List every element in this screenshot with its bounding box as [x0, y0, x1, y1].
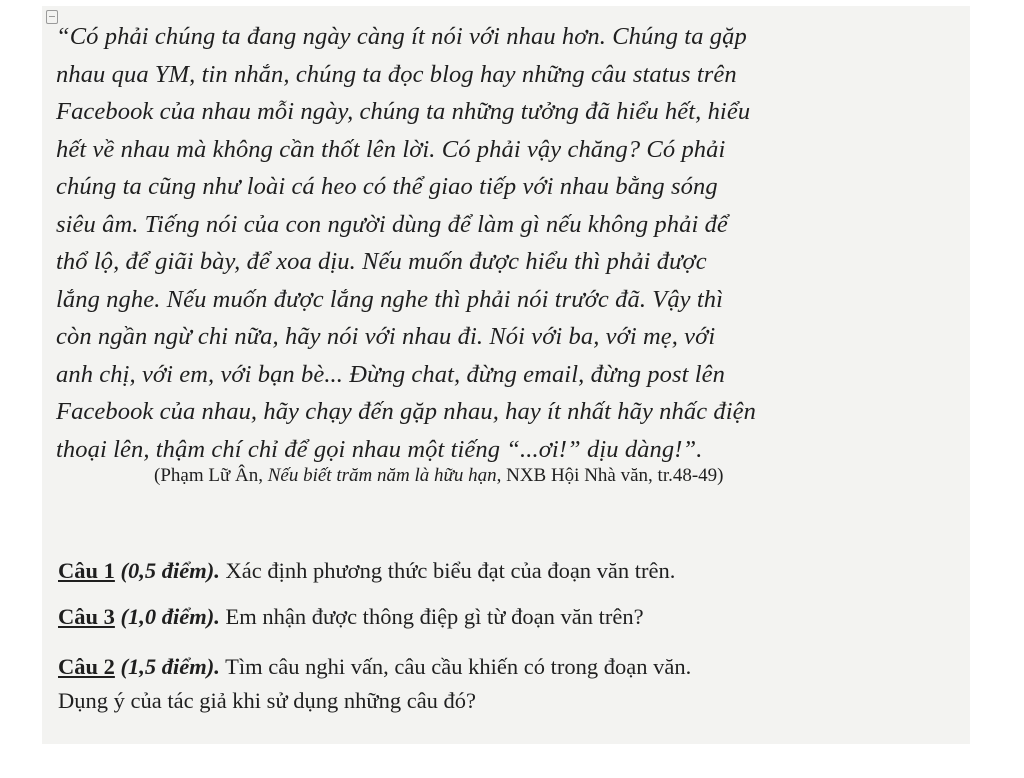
- passage-line: Facebook của nhau mỗi ngày, chúng ta những tưởng đã hiểu hết, hiểu: [56, 98, 751, 125]
- question-2-continued: Dụng ý của tác giả khi sử dụng những câu đó?: [58, 688, 477, 713]
- question-number: Câu 3: [58, 604, 115, 629]
- question-score: (1,5 điểm).: [114, 654, 220, 679]
- question-score: (0,5 điểm).: [114, 558, 220, 583]
- question-number: Câu 2: [58, 654, 115, 679]
- passage-line: Facebook của nhau, hãy chạy đến gặp nhau, hay ít nhất hãy nhấc điện: [56, 398, 757, 425]
- source-citation: [154, 464, 724, 488]
- question-number: Câu 1: [58, 558, 115, 583]
- question-text: Tìm câu nghi vấn, câu cầu khiến có trong đoạn văn.: [219, 654, 692, 679]
- question-3: [58, 602, 644, 632]
- passage-line: “Có phải chúng ta đang ngày càng ít nói với nhau hơn. Chúng ta gặp: [56, 23, 747, 50]
- passage-line: hết về nhau mà không cần thốt lên lời. Có phải vậy chăng? Có phải: [56, 135, 726, 163]
- question-1: [58, 556, 675, 586]
- question-text: Xác định phương thức biểu đạt của đoạn văn trên.: [219, 558, 676, 583]
- passage-line: siêu âm. Tiếng nói của con người dùng để làm gì nếu không phải để: [56, 210, 728, 238]
- citation-author: (Phạm Lữ Ân,: [154, 465, 268, 486]
- citation-book-title: Nếu biết trăm năm là hữu hạn: [267, 465, 497, 486]
- question-2: [58, 652, 691, 682]
- passage-line: lắng nghe. Nếu muốn được lắng nghe thì phải nói trước đã. Vậy thì: [56, 285, 724, 313]
- question-text: Em nhận được thông điệp gì từ đoạn văn trên?: [219, 604, 644, 629]
- passage-line: thoại lên, thậm chí chỉ để gọi nhau một tiếng “...ơi!” dịu dàng!”.: [56, 435, 703, 463]
- quoted-passage: [56, 18, 956, 468]
- document-page: [42, 6, 970, 744]
- passage-line: nhau qua YM, tin nhắn, chúng ta đọc blog hay những câu status trên: [56, 60, 737, 88]
- passage-line: thổ lộ, để giãi bày, để xoa dịu. Nếu muốn được hiểu thì phải được: [56, 248, 707, 275]
- citation-publisher: , NXB Hội Nhà văn, tr.48-49): [496, 465, 724, 486]
- passage-line: còn ngần ngừ chi nữa, hãy nói với nhau đi. Nói với ba, với mẹ, với: [56, 323, 716, 350]
- passage-line: anh chị, với em, với bạn bè... Đừng chat, đừng email, đừng post lên: [56, 360, 726, 388]
- question-score: (1,0 điểm).: [114, 604, 220, 629]
- passage-line: chúng ta cũng như loài cá heo có thể giao tiếp với nhau bằng sóng: [56, 173, 718, 200]
